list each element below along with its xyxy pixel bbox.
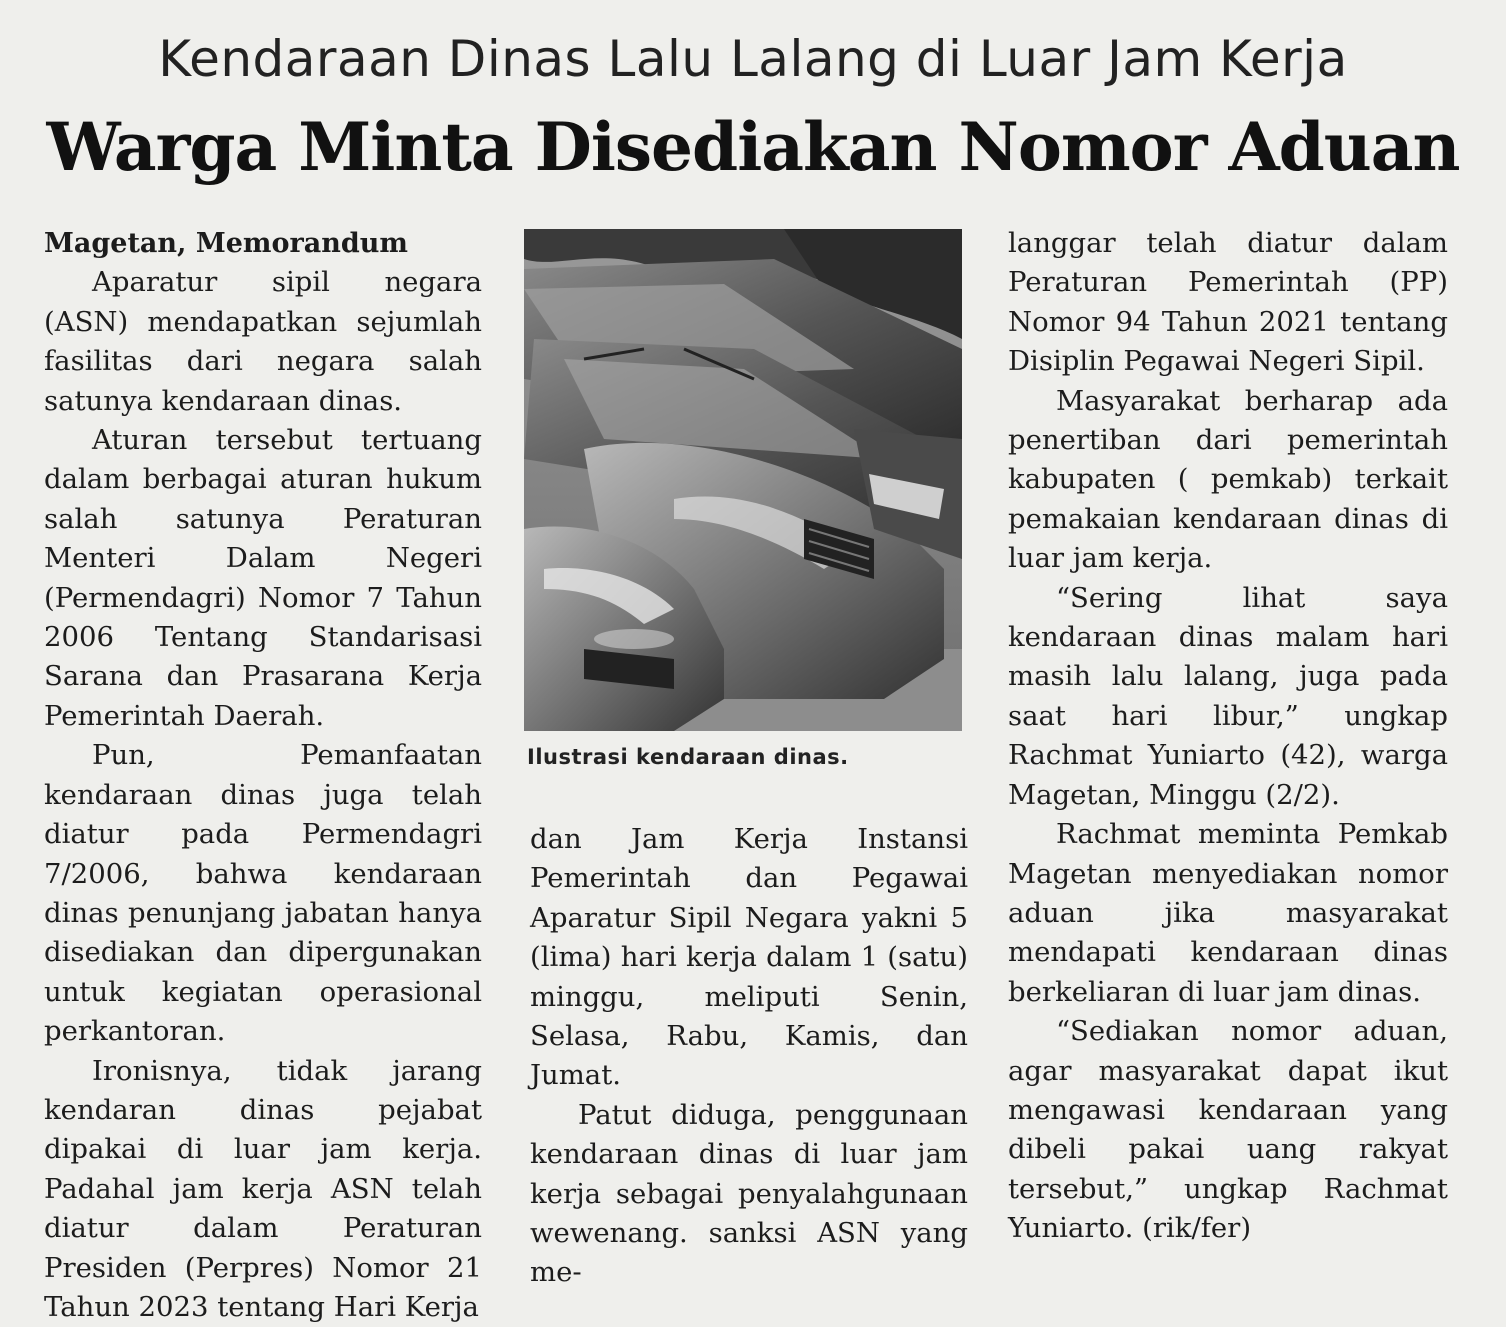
paragraph: Ironisnya, tidak jarang kendaran dinas pejabat dipakai di luar jam kerja. Padahal jam kerja ASN telah diatur dalam Peraturan Presiden (Perpres) Nomor 21 Tahun 2023 tentang Hari Kerja [44,1054,482,1323]
article-column-3 [1008,224,1448,1249]
kicker-headline: Kendaraan Dinas Lalu Lalang di Luar Jam Kerja [158,30,1348,88]
paragraph: dan Jam Kerja Instansi Pemerintah dan Pegawai Aparatur Sipil Negara yakni 5 (lima) hari kerja dalam 1 (satu) minggu, meliputi Senin, Selasa, Rabu, Kamis, dan Jumat. [530,823,968,1092]
dateline: Magetan, Memorandum [44,228,408,259]
article-column-2 [530,820,968,1293]
paragraph: langgar telah diatur dalam Peraturan Pemerintah (PP) Nomor 94 Tahun 2021 tentang Disiplin Pegawai Negeri Sipil. [1008,227,1448,378]
paragraph: “Sering lihat saya kendaraan dinas malam hari masih lalu lalang, juga pada saat hari libur,” ungkap Rachmat Yuniarto (42), warga Magetan, Minggu (2/2). [1008,581,1448,811]
photo-caption: Ilustrasi kendaraan dinas. [527,745,849,769]
paragraph: Pun, Pemanfaatan kendaraan dinas juga telah diatur pada Permendagri 7/2006, bahwa kendaraan dinas penunjang jabatan hanya disediakan dan dipergunakan untuk kegiatan operasional perkantoran. [44,739,482,1048]
cars-illustration-image [524,229,962,731]
paragraph: Aparatur sipil negara (ASN) mendapatkan sejumlah fasilitas dari negara salah satunya kendaraan dinas. [44,266,482,417]
paragraph: Masyarakat berharap ada penertiban dari pemerintah kabupaten ( pemkab) terkait pemakaian kendaraan dinas di luar jam kerja. [1008,384,1448,575]
main-headline: Warga Minta Disediakan Nomor Aduan [46,108,1460,186]
paragraph: Patut diduga, penggunaan kendaraan dinas di luar jam kerja sebagai penyalahgunaan wewenang. sanksi ASN yang me- [530,1098,968,1289]
paragraph: Aturan tersebut tertuang dalam berbagai aturan hukum salah satunya Peraturan Menteri Dalam Negeri (Permendagri) Nomor 7 Tahun 2006 Tentang Standarisasi Sarana dan Prasarana Kerja Pemerintah Daerah. [44,424,482,732]
article-column-1 [44,224,482,1327]
paragraph: “Sediakan nomor aduan, agar masyarakat dapat ikut mengawasi kendaraan yang dibeli pakai uang rakyat tersebut,” ungkap Rachmat Yuniarto. (rik/fer) [1008,1015,1448,1245]
paragraph: Rachmat meminta Pemkab Magetan menyediakan nomor aduan jika masyarakat mendapati kendaraan dinas berkeliaran di luar jam dinas. [1008,818,1448,1008]
article-photo [524,229,962,731]
